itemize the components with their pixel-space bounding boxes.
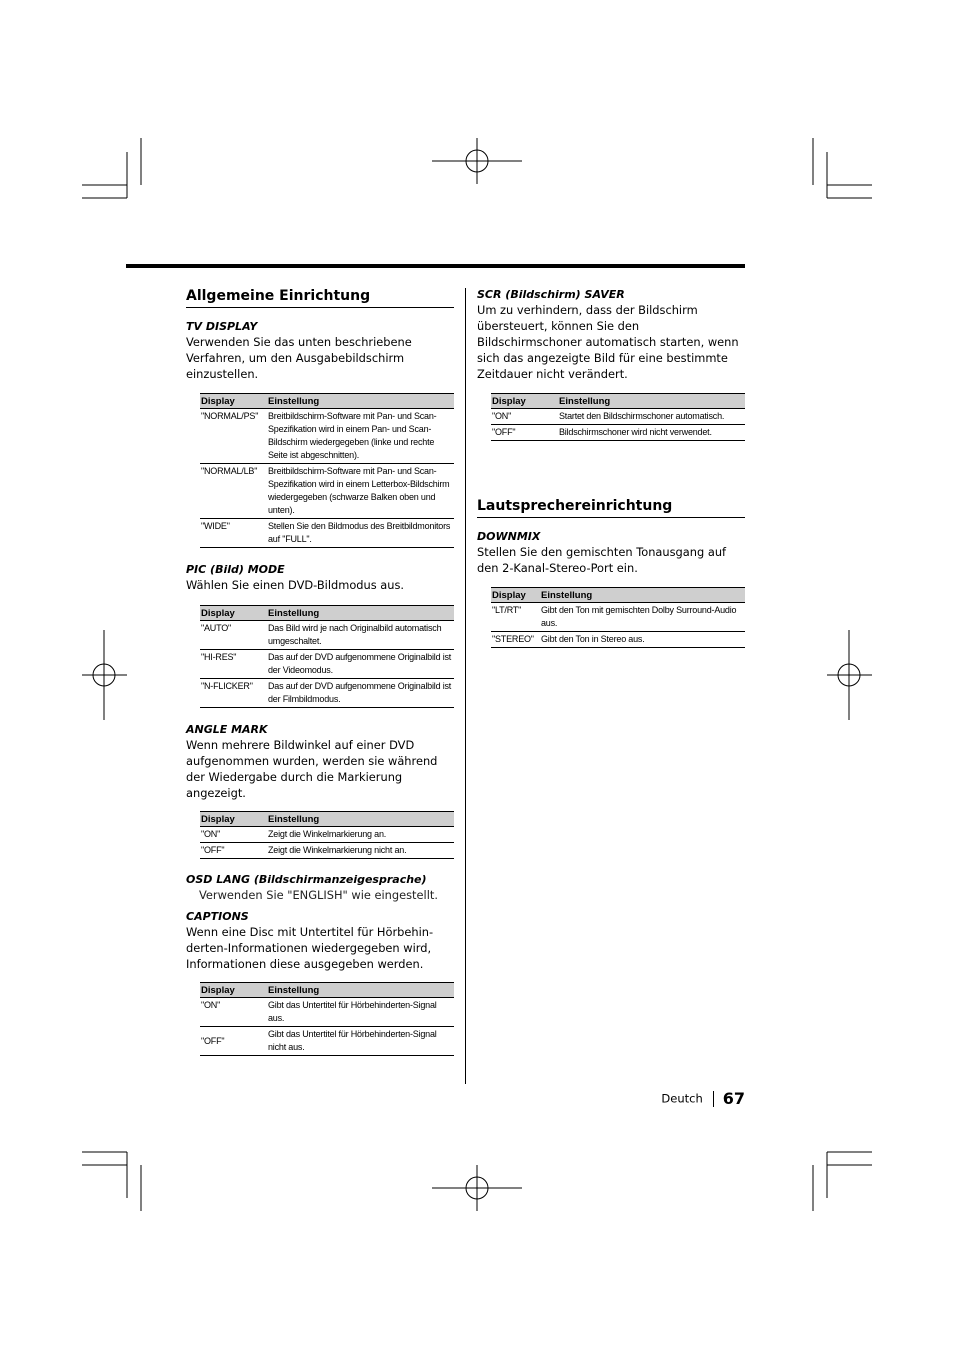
table-row [200, 1027, 454, 1056]
left-column [186, 286, 454, 1056]
subheading-captions: CAPTIONS [186, 910, 249, 923]
table-header-einstellung: Einstellung [558, 394, 745, 409]
table-row [200, 409, 454, 464]
table-header-display: Display [491, 588, 540, 603]
setting-description: Stellen Sie den Bildmodus des Breitbildmonitors auf "FULL". [267, 519, 454, 548]
setting-description: Gibt das Untertitel für Hörbehinderten-Signal aus. [267, 998, 454, 1027]
angle-mark-table [200, 811, 454, 859]
setting-description: Zeigt die Winkelmarkierung an. [267, 827, 454, 843]
display-value: "ON" [200, 998, 267, 1027]
table-row [200, 519, 454, 548]
captions-table [200, 982, 454, 1056]
table-header-display: Display [491, 394, 558, 409]
display-value: "NORMAL/PS" [200, 409, 267, 464]
setting-description: Zeigt die Winkelmarkierung nicht an. [267, 843, 454, 859]
display-value: "OFF" [200, 843, 267, 859]
scr-saver-text: Um zu verhindern, dass der Bildschirm übersteuert, können Sie den Bildschirmschoner automatisch starten, wenn sich das angezeigte Bild für eine bestimmte Zeitdauer nicht verändert. [477, 303, 739, 381]
table-header-einstellung: Einstellung [267, 606, 454, 621]
display-value: "WIDE" [200, 519, 267, 548]
setting-description: Das auf der DVD aufgenommene Originalbild ist der Videomodus. [267, 650, 454, 679]
captions-text: Wenn eine Disc mit Untertitel für Hörbehin-derten-Informationen wiedergegeben wird, Informationen diese ausgegeben werden. [186, 925, 434, 971]
page-number: 67 [722, 1089, 745, 1108]
setting-description: Das auf der DVD aufgenommene Originalbild ist der Filmbildmodus. [267, 679, 454, 708]
table-row [200, 621, 454, 650]
display-value: "ON" [491, 409, 558, 425]
setting-description: Gibt den Ton in Stereo aus. [540, 632, 745, 648]
setting-description: Gibt den Ton mit gemischten Dolby Surround-Audio aus. [540, 603, 745, 632]
section-title-allgemeine-einrichtung: Allgemeine Einrichtung [186, 286, 454, 308]
subheading-pic-mode: PIC (Bild) MODE [186, 563, 285, 576]
subheading-angle-mark: ANGLE MARK [186, 723, 268, 736]
table-row [491, 409, 745, 425]
table-row [200, 827, 454, 843]
display-value: "LT/RT" [491, 603, 540, 632]
display-value: "HI-RES" [200, 650, 267, 679]
table-header-display: Display [200, 394, 267, 409]
table-row [200, 679, 454, 708]
tv-display-text: Verwenden Sie das unten beschriebene Verfahren, um den Ausgabebildschirm einzustellen. [186, 335, 412, 381]
pic-mode-text: Wählen Sie einen DVD-Bildmodus aus. [186, 578, 405, 592]
table-header-einstellung: Einstellung [267, 394, 454, 409]
table-row [200, 650, 454, 679]
setting-description: Breitbildschirm-Software mit Pan- und Scan-Spezifikation wird in einem Letterbox-Bildschirm wiedergegeben (schwarze Balken oben und unten). [267, 464, 454, 519]
display-value: "N-FLICKER" [200, 679, 267, 708]
display-value: "OFF" [200, 1027, 267, 1056]
column-divider [465, 288, 466, 1084]
display-value: "OFF" [491, 425, 558, 441]
display-value: "ON" [200, 827, 267, 843]
scr-saver-table [491, 393, 745, 441]
setting-description: Startet den Bildschirmschoner automatisch. [558, 409, 745, 425]
subheading-downmix: DOWNMIX [477, 530, 541, 543]
right-column [477, 286, 745, 648]
header-rule [126, 264, 745, 268]
table-row [491, 425, 745, 441]
table-header-einstellung: Einstellung [267, 812, 454, 827]
setting-description: Breitbildschirm-Software mit Pan- und Scan-Spezifikation wird in einem Pan- und Scan-Bildschirm wiedergegeben (linke und rechte Seite ist abgeschnitten). [267, 409, 454, 464]
section-title-lautsprechereinrichtung: Lautsprechereinrichtung [477, 496, 745, 518]
table-header-einstellung: Einstellung [267, 983, 454, 998]
table-header-einstellung: Einstellung [540, 588, 745, 603]
setting-description: Das Bild wird je nach Originalbild automatisch umgeschaltet. [267, 621, 454, 650]
display-value: "AUTO" [200, 621, 267, 650]
downmix-text: Stellen Sie den gemischten Tonausgang auf den 2-Kanal-Stereo-Port ein. [477, 545, 727, 575]
subheading-osd-lang: OSD LANG (Bildschirmanzeigesprache) [186, 873, 427, 886]
footer-language: Deutch [661, 1091, 703, 1106]
display-value: "NORMAL/LB" [200, 464, 267, 519]
table-row [491, 632, 745, 648]
page-footer [600, 1088, 745, 1108]
angle-mark-text: Wenn mehrere Bildwinkel auf einer DVD aufgenommen wurden, werden sie während der Wiedergabe durch die Markierung angezeigt. [186, 738, 438, 800]
table-header-display: Display [200, 606, 267, 621]
footer-separator [713, 1091, 714, 1107]
pic-mode-table [200, 605, 454, 708]
tv-display-table [200, 393, 454, 548]
table-header-display: Display [200, 983, 267, 998]
setting-description: Bildschirmschoner wird nicht verwendet. [558, 425, 745, 441]
subheading-tv-display: TV DISPLAY [186, 320, 258, 333]
setting-description: Gibt das Untertitel für Hörbehinderten-Signal nicht aus. [267, 1027, 454, 1056]
downmix-table [491, 587, 745, 648]
table-row [200, 998, 454, 1027]
osd-lang-text: Verwenden Sie "ENGLISH" wie eingestellt. [199, 888, 438, 902]
table-header-display: Display [200, 812, 267, 827]
table-row [491, 603, 745, 632]
table-row [200, 464, 454, 519]
display-value: "STEREO" [491, 632, 540, 648]
subheading-scr-saver: SCR (Bildschirm) SAVER [477, 288, 625, 301]
table-row [200, 843, 454, 859]
